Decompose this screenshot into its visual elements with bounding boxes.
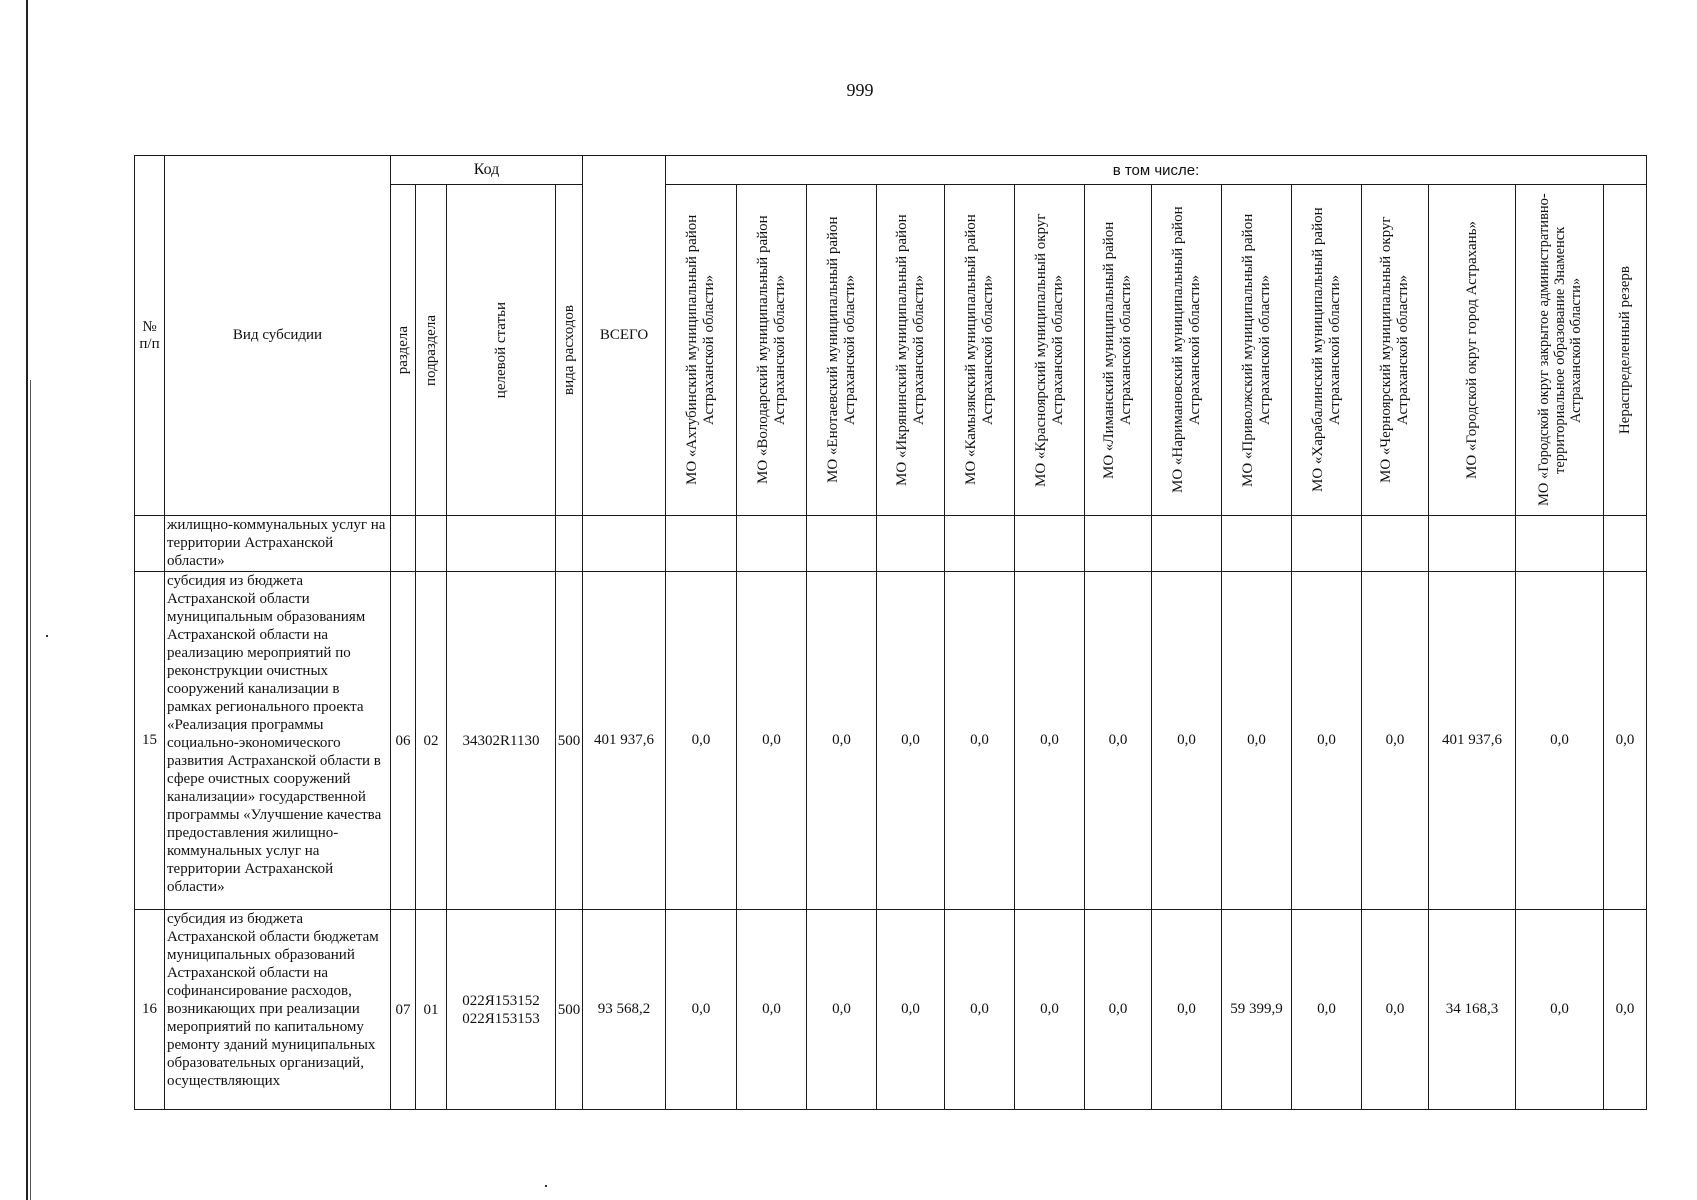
header-v-tom-chisle: в том числе: [666,156,1647,185]
row-value: 59 399,9 [1222,910,1292,1110]
subsidy-table [134,155,1647,1110]
header-mo-10 [1292,185,1362,516]
row-value: 0,0 [807,910,877,1110]
row-value: 0,0 [1292,910,1362,1110]
row-value [1085,516,1152,572]
header-podrazdela-text: подраздела [422,314,439,386]
page-number: 999 [846,80,874,100]
row-value: 0,0 [945,910,1015,1110]
header-mo-8-text: МО «Наримановский муниципальный район Астраханской области» [1169,206,1203,494]
header-reserve [1604,185,1647,516]
row-vid: 500 [556,572,583,910]
header-mo-9-text: МО «Приволжский муниципальный район Астраханской области» [1239,213,1273,487]
row-razdel: 06 [391,572,416,910]
header-razdela [391,185,416,516]
header-mo-12 [1429,185,1516,516]
row-value: 0,0 [1152,910,1222,1110]
row-value: 0,0 [1085,910,1152,1110]
row-value: 0,0 [1604,572,1647,910]
row-value [1152,516,1222,572]
header-mo-7-text: МО «Лиманский муниципальный район Астраханской области» [1101,221,1134,479]
header-mo-11-text: МО «Черноярский муниципальный округ Астраханской области» [1378,216,1411,484]
row-desc: субсидия из бюджета Астраханской области муниципальным образованиям Астраханской области на реализацию мероприятий по реконструкции очистных сооружений канализации в рамках регионального проекта «Реализация программы социально-экономического развития Астраханской области в сфере очистных сооружений канализации» государственной программы «Улучшение качества предоставления жилищно-коммунальных услуг на территории Астраханской области» [165,572,391,910]
header-num: № п/п [135,156,165,516]
header-mo-2-text: МО «Володарский муниципальный район Астраханской области» [754,215,788,485]
header-mo-13-text: МО «Городской округ закрытое административно-территориальное образование Знаменск Астраханской области» [1535,193,1584,507]
header-kod: Код [391,156,583,185]
header-mo-8 [1152,185,1222,516]
row-value: 0,0 [807,572,877,910]
row-total: 401 937,6 [583,572,666,910]
header-mo-4-text: МО «Икрянинский муниципальный район Астраханской области» [893,214,927,486]
row-value [1362,516,1429,572]
table-row [135,910,1647,1110]
row-razdel: 07 [391,910,416,1110]
row-value [807,516,877,572]
row-value [1292,516,1362,572]
row-podrazdel [416,516,447,572]
row-desc: субсидия из бюджета Астраханской области бюджетам муниципальных образований Астраханской области на софинансирование расходов, возникающих при реализации мероприятий по капитальному ремонту зданий муниципальных образовательных организаций, осуществляющих [165,910,391,1110]
scan-speck [545,1185,547,1187]
row-num: 16 [135,910,165,1110]
row-value: 0,0 [1362,910,1429,1110]
table-row [135,572,1647,910]
header-razdela-text: раздела [394,325,411,375]
header-mo-10-text: МО «Харабалинский муниципальный район Астраханской области» [1309,207,1343,493]
binding-line-secondary [30,380,31,1200]
header-mo-7 [1085,185,1152,516]
binding-line [26,0,28,1200]
row-tselevaya: 022Я153152 022Я153153 [447,910,556,1110]
header-mo-12-text: МО «Городской округ город Астрахань» [1463,221,1480,479]
row-value: 34 168,3 [1429,910,1516,1110]
row-desc: жилищно-коммунальных услуг на территории Астраханской области» [165,516,391,572]
header-row-1 [135,156,1647,185]
header-vida-text: вида расходов [560,305,577,395]
row-value: 0,0 [1362,572,1429,910]
row-total [583,516,666,572]
row-value: 401 937,6 [1429,572,1516,910]
row-num [135,516,165,572]
row-value [945,516,1015,572]
row-value: 0,0 [1604,910,1647,1110]
header-mo-2 [737,185,807,516]
row-value: 0,0 [1152,572,1222,910]
header-mo-6-text: МО «Красноярский муниципальный округ Астраханской области» [1032,213,1066,487]
header-mo-11 [1362,185,1429,516]
header-mo-1-text: МО «Ахтубинский муниципальный район Астраханской области» [684,214,717,486]
row-value: 0,0 [1085,572,1152,910]
row-podrazdel: 02 [416,572,447,910]
header-mo-1 [666,185,737,516]
row-value [877,516,945,572]
header-mo-4 [877,185,945,516]
header-mo-5 [945,185,1015,516]
row-value: 0,0 [666,572,737,910]
row-value: 0,0 [877,910,945,1110]
header-vid-subsidii: Вид субсидии [165,156,391,516]
row-value: 0,0 [666,910,737,1110]
header-mo-5-text: МО «Камызякский муниципальный район Астраханской области» [962,214,996,486]
row-num: 15 [135,572,165,910]
row-value: 0,0 [1516,572,1604,910]
row-value: 0,0 [1516,910,1604,1110]
header-tselevoy-stati [447,185,556,516]
header-vsego: ВСЕГО [583,156,666,516]
row-value: 0,0 [877,572,945,910]
row-tselevaya: 34302R1130 [447,572,556,910]
row-vid [556,516,583,572]
row-vid: 500 [556,910,583,1110]
header-reserve-text: Нераспределенный резерв [1616,265,1633,435]
header-mo-13 [1516,185,1604,516]
row-value [1516,516,1604,572]
row-value [1429,516,1516,572]
header-mo-3-text: МО «Енотаевский муниципальный район Астраханской области» [824,216,858,484]
row-razdel [391,516,416,572]
row-total: 93 568,2 [583,910,666,1110]
table-row [135,516,1647,572]
header-mo-6 [1015,185,1085,516]
row-value: 0,0 [1015,910,1085,1110]
row-value [666,516,737,572]
row-value: 0,0 [1015,572,1085,910]
row-value: 0,0 [737,910,807,1110]
row-value [1015,516,1085,572]
row-podrazdel: 01 [416,910,447,1110]
row-value: 0,0 [945,572,1015,910]
row-value: 0,0 [737,572,807,910]
header-vida-raskhodov [556,185,583,516]
header-mo-3 [807,185,877,516]
header-mo-9 [1222,185,1292,516]
scan-speck [46,635,48,637]
row-value [1222,516,1292,572]
row-tselevaya [447,516,556,572]
row-value [737,516,807,572]
row-value [1604,516,1647,572]
header-podrazdela [416,185,447,516]
row-value: 0,0 [1292,572,1362,910]
row-value: 0,0 [1222,572,1292,910]
header-tselevoy-text: целевой статьи [492,301,509,399]
